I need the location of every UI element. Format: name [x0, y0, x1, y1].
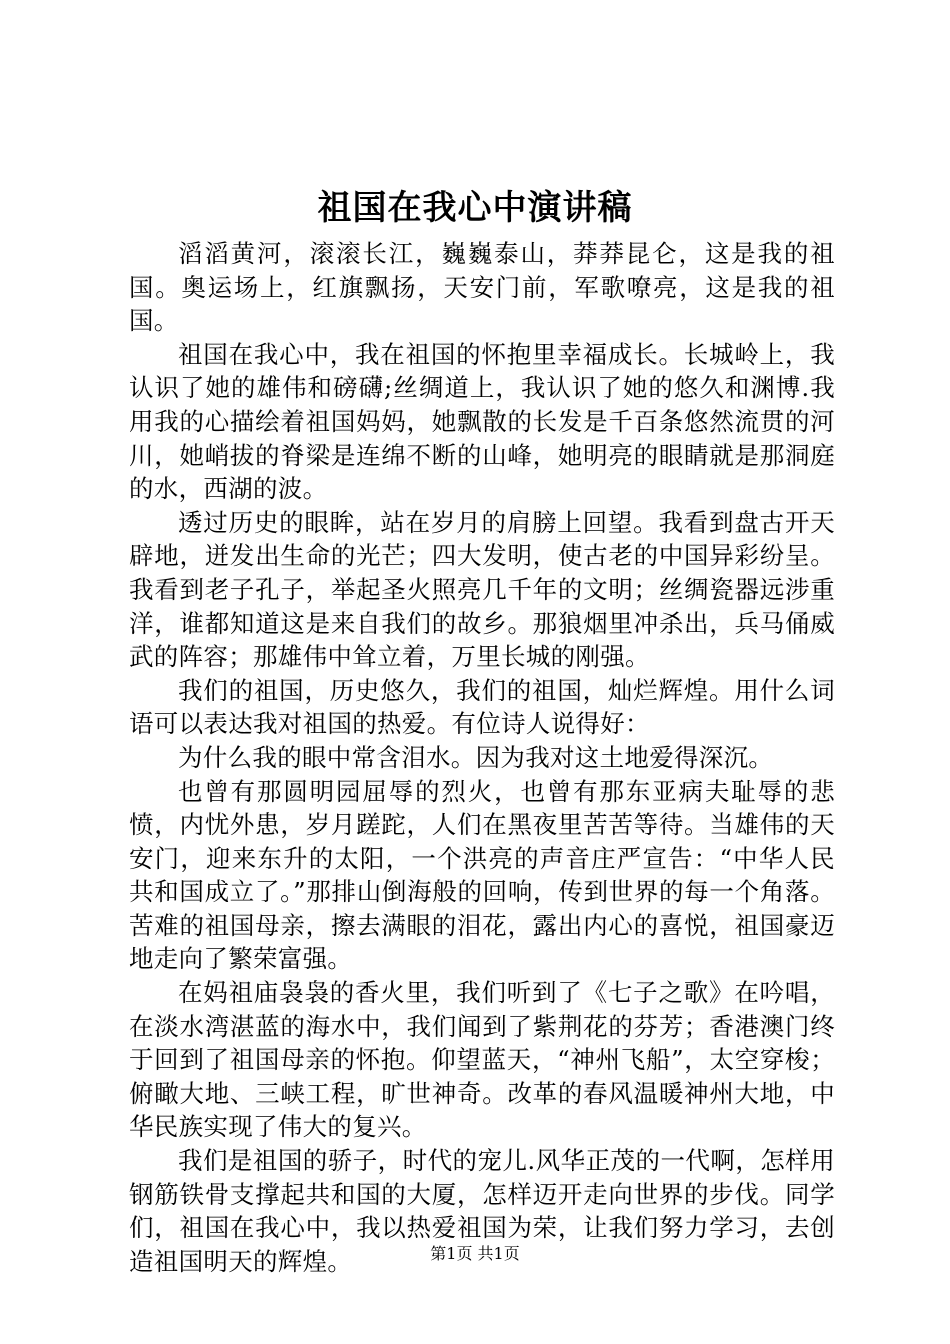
document-title: 祖国在我心中演讲稿 — [317, 188, 633, 228]
paragraph: 为什么我的眼中常含泪水。因为我对这土地爱得深沉。 — [178, 742, 774, 772]
paragraph: 在妈祖庙袅袅的香火里，我们听到了《七子之歌》在吟唱，在淡水湾湛蓝的海水中，我们闻到了紫荆花的芬芳；香港澳门终于回到了祖国母亲的怀抱。仰望蓝天，“神州飞船”，太空穿梭；俯瞰大地、三峡工程，旷世神奇。改革的春风温暖神州大地，中华民族实现了伟大的复兴。 — [129, 978, 835, 1142]
paragraph: 透过历史的眼眸，站在岁月的肩膀上回望。我看到盘古开天辟地，迸发出生命的光芒；四大发明，使古老的中国异彩纷呈。我看到老子孔子，举起圣火照亮几千年的文明；丝绸瓷器远涉重洋，谁都知道这是来自我们的故乡。那狼烟里冲杀出，兵马俑威武的阵容；那雄伟中耸立着，万里长城的刚强。 — [129, 507, 835, 672]
paragraph: 也曾有那圆明园屈辱的烈火，也曾有那东亚病夫耻辱的悲愤，内忧外患，岁月蹉跎，人们在黑夜里苦苦等待。当雄伟的天安门，迎来东升的太阳，一个洪亮的声音庄严宣告：“中华人民共和国成立了。”那排山倒海般的回响，传到世界的每一个角落。苦难的祖国母亲，擦去满眼的泪花，露出内心的喜悦，祖国豪迈地走向了繁荣富强。 — [129, 776, 835, 974]
paragraph: 我们的祖国，历史悠久，我们的祖国，灿烂辉煌。用什么词语可以表达我对祖国的热爱。有位诗人说得好： — [129, 675, 835, 739]
document-body — [129, 237, 835, 1278]
paragraph: 滔滔黄河，滚滚长江，巍巍泰山，莽莽昆仑，这是我的祖国。奥运场上，红旗飘扬，天安门前，军歌嘹亮，这是我的祖国。 — [129, 239, 835, 336]
paragraph: 祖国在我心中，我在祖国的怀抱里幸福成长。长城岭上，我认识了她的雄伟和磅礴;丝绸道上，我认识了她的悠久和渊博.我用我的心描绘着祖国妈妈，她飘散的长发是千百条悠然流贯的河川，她峭拔的脊梁是连绵不断的山峰，她明亮的眼睛就是那洞庭的水，西湖的波。 — [129, 339, 835, 504]
page-number-footer: 第1页 共1页 — [430, 1244, 520, 1263]
paragraph: 我们是祖国的骄子，时代的宠儿.风华正茂的一代啊，怎样用钢筋铁骨支撑起共和国的大厦，怎样迈开走向世界的步伐。同学们，祖国在我心中，我以热爱祖国为荣，让我们努力学习，去创造祖国明天的辉煌。 — [129, 1146, 835, 1276]
